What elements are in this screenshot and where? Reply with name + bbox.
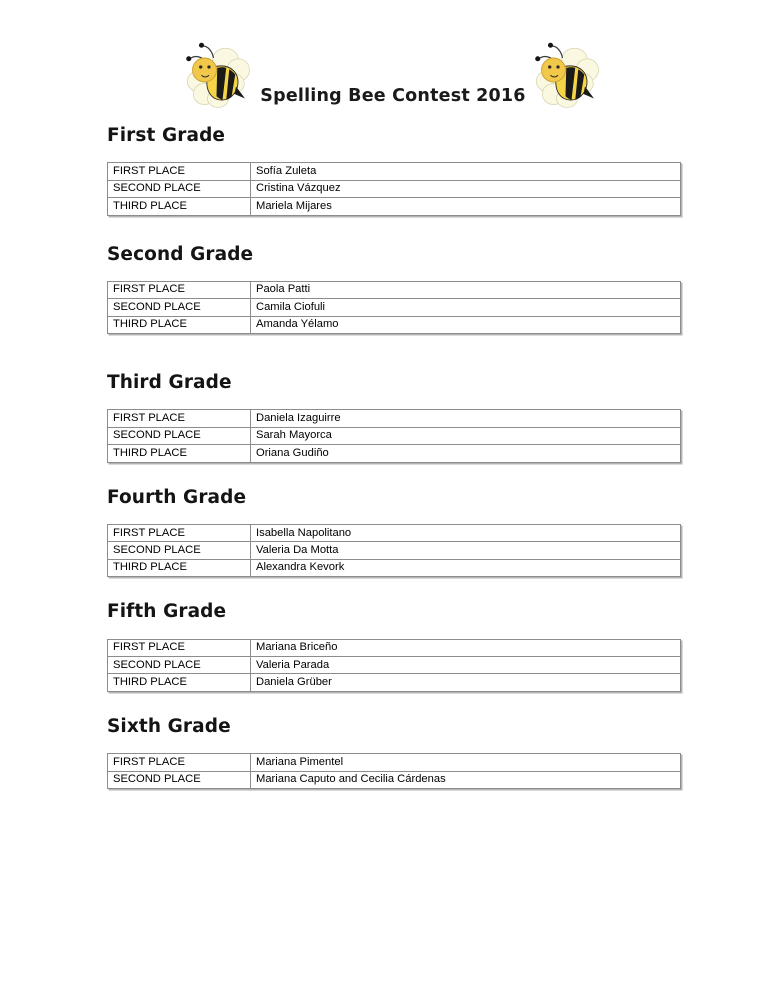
grade-section	[107, 244, 667, 335]
heading-spacer	[107, 393, 667, 409]
results-table	[107, 162, 681, 215]
winner-name-cell: Daniela Izaguirre	[251, 410, 681, 427]
table-row	[108, 299, 681, 316]
place-label-cell: THIRD PLACE	[108, 674, 251, 691]
place-label-cell: FIRST PLACE	[108, 525, 251, 542]
place-label-cell: THIRD PLACE	[108, 316, 251, 333]
grade-heading: Sixth Grade	[107, 715, 231, 737]
grade-section	[107, 601, 667, 692]
grade-heading: Fourth Grade	[107, 486, 247, 508]
table-row	[108, 525, 681, 542]
place-label-cell: FIRST PLACE	[108, 754, 251, 771]
heading-spacer	[107, 623, 667, 639]
table-row	[108, 180, 681, 197]
place-label-cell: THIRD PLACE	[108, 445, 251, 462]
table-row	[108, 427, 681, 444]
table-row	[108, 410, 681, 427]
table-row	[108, 445, 681, 462]
winner-name-cell: Sofía Zuleta	[251, 163, 681, 180]
results-table	[107, 524, 681, 577]
place-label-cell: SECOND PLACE	[108, 657, 251, 674]
place-label-cell: SECOND PLACE	[108, 771, 251, 788]
grade-section	[107, 125, 667, 216]
place-label-cell: SECOND PLACE	[108, 427, 251, 444]
grade-section	[107, 372, 667, 463]
heading-spacer	[107, 508, 667, 524]
document-header	[0, 0, 768, 118]
table-row	[108, 559, 681, 576]
winner-name-cell: Mariela Mijares	[251, 198, 681, 215]
winner-name-cell: Valeria Da Motta	[251, 542, 681, 559]
grade-heading: Second Grade	[107, 243, 254, 265]
place-label-cell: SECOND PLACE	[108, 299, 251, 316]
table-row	[108, 316, 681, 333]
grade-heading: First Grade	[107, 125, 226, 146]
heading-spacer	[107, 737, 667, 753]
place-label-cell: SECOND PLACE	[108, 542, 251, 559]
winner-name-cell: Mariana Briceño	[251, 639, 681, 656]
winner-name-cell: Valeria Parada	[251, 657, 681, 674]
grade-heading: Fifth Grade	[107, 601, 227, 623]
table-row	[108, 163, 681, 180]
table-row	[108, 281, 681, 298]
winner-name-cell: Alexandra Kevork	[251, 559, 681, 576]
place-label-cell: FIRST PLACE	[108, 410, 251, 427]
table-row	[108, 542, 681, 559]
document-title: Spelling Bee Contest 2016	[260, 86, 526, 106]
place-label-cell: FIRST PLACE	[108, 163, 251, 180]
table-row	[108, 674, 681, 691]
heading-spacer	[107, 146, 667, 162]
place-label-cell: THIRD PLACE	[108, 559, 251, 576]
table-row	[108, 754, 681, 771]
winner-name-cell: Paola Patti	[251, 281, 681, 298]
winner-name-cell: Mariana Caputo and Cecilia Cárdenas	[251, 771, 681, 788]
winner-name-cell: Cristina Vázquez	[251, 180, 681, 197]
grade-section	[107, 716, 667, 789]
grade-section	[107, 487, 667, 578]
table-row	[108, 657, 681, 674]
results-table	[107, 753, 681, 789]
results-table	[107, 409, 681, 462]
place-label-cell: SECOND PLACE	[108, 180, 251, 197]
winner-name-cell: Oriana Gudiño	[251, 445, 681, 462]
winner-name-cell: Isabella Napolitano	[251, 525, 681, 542]
winner-name-cell: Mariana Pimentel	[251, 754, 681, 771]
table-row	[108, 771, 681, 788]
table-row	[108, 198, 681, 215]
winner-name-cell: Camila Ciofuli	[251, 299, 681, 316]
table-row	[108, 639, 681, 656]
winner-name-cell: Amanda Yélamo	[251, 316, 681, 333]
results-table	[107, 281, 681, 334]
place-label-cell: FIRST PLACE	[108, 281, 251, 298]
place-label-cell: THIRD PLACE	[108, 198, 251, 215]
grade-heading: Third Grade	[107, 372, 232, 394]
place-label-cell: FIRST PLACE	[108, 639, 251, 656]
results-table	[107, 639, 681, 692]
winner-name-cell: Sarah Mayorca	[251, 427, 681, 444]
heading-spacer	[107, 265, 667, 281]
winner-name-cell: Daniela Grüber	[251, 674, 681, 691]
results-content	[107, 125, 667, 789]
